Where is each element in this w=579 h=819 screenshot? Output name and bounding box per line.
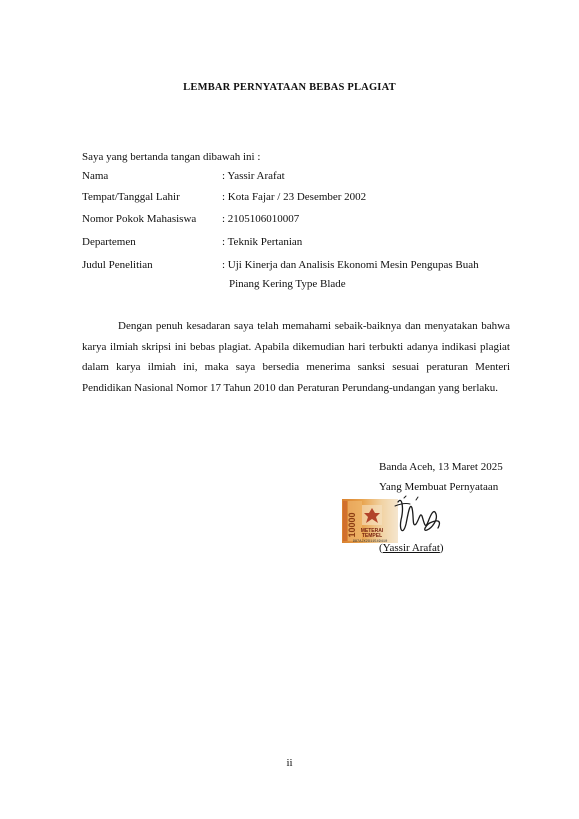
field-value: : 2105106010007 xyxy=(222,213,300,225)
field-label: Tempat/Tanggal Lahir xyxy=(82,191,180,203)
field-label: Nama xyxy=(82,170,109,182)
statement-paragraph: Dengan penuh kesadaran saya telah memahami sebaik-baiknya dan menyatakan bahwa karya ilmiah skripsi ini bebas plagiat. Apabila dikemudian hari terbukti adanya indikasi plagiat dalam karya ilmiah ini, maka saya bersedia menerima sanksi sesuai peraturan Menteri Pendidikan Nasional Nomor 17 Tahun 2010 dan Peraturan Perundang-undangan yang berlaku. xyxy=(82,320,510,394)
signature-name xyxy=(379,542,444,554)
field-value: : Yassir Arafat xyxy=(222,170,285,182)
svg-text:METERAI: METERAI xyxy=(360,528,384,534)
field-label: Judul Penelitian xyxy=(82,259,153,271)
document-title: LEMBAR PERNYATAAN BEBAS PLAGIAT xyxy=(183,82,396,93)
svg-text:987AJX2911549410: 987AJX2911549410 xyxy=(352,540,388,543)
field-value-continuation: Pinang Kering Type Blade xyxy=(229,278,346,290)
field-label: Nomor Pokok Mahasiswa xyxy=(82,213,197,225)
signature-role: Yang Membuat Pernyataan xyxy=(379,481,499,493)
field-value: : Teknik Pertanian xyxy=(222,236,303,248)
field-value: : Uji Kinerja dan Analisis Ekonomi Mesin Pengupas Buah xyxy=(222,259,479,271)
intro-text: Saya yang bertanda tangan dibawah ini : xyxy=(82,151,261,163)
signature-name-text: Yassir Arafat xyxy=(382,542,440,554)
field-label: Departemen xyxy=(82,236,136,248)
page-number: ii xyxy=(286,757,293,769)
signature-place-date: Banda Aceh, 13 Maret 2025 xyxy=(379,461,503,473)
handwritten-signature-image xyxy=(392,494,444,544)
svg-text:TEMPEL: TEMPEL xyxy=(361,533,383,539)
svg-text:10000: 10000 xyxy=(347,512,357,538)
field-value: : Kota Fajar / 23 Desember 2002 xyxy=(222,191,367,203)
signature-name-close: ) xyxy=(439,542,444,554)
signature-name-open: ( xyxy=(379,542,383,554)
